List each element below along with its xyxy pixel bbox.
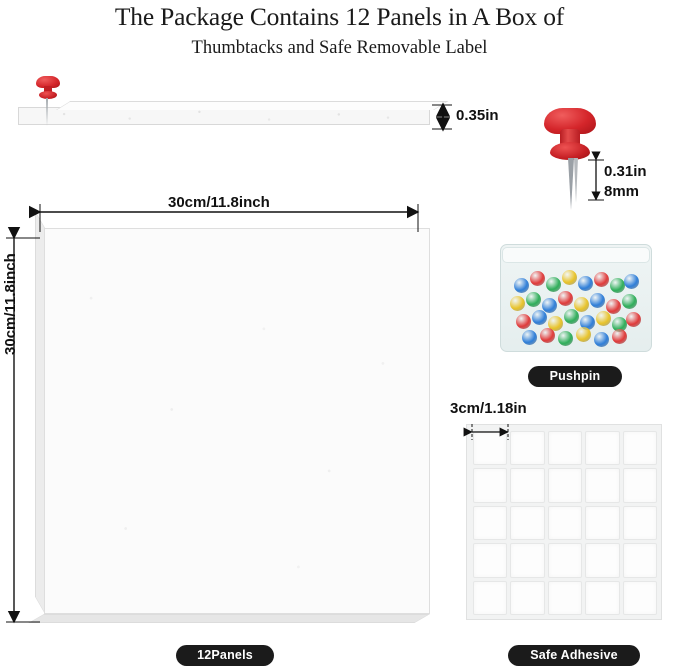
- adhesive-square: [473, 468, 507, 502]
- mini-pushpin-icon: [516, 314, 531, 329]
- mini-pushpin-icon: [546, 277, 561, 292]
- panels-caption-badge: 12Panels: [176, 645, 274, 666]
- mini-pushpin-icon: [558, 291, 573, 306]
- adhesive-square: [473, 431, 507, 465]
- mini-pushpin-icon: [596, 311, 611, 326]
- mini-pushpin-icon: [626, 312, 641, 327]
- panel-width-dimension-label: 30cm/11.8inch: [168, 194, 270, 211]
- mini-pushpin-icon: [576, 327, 591, 342]
- adhesive-square: [548, 543, 582, 577]
- mini-pushpin-icon: [510, 296, 525, 311]
- adhesive-square-grid: [473, 431, 657, 615]
- mini-pushpin-icon: [514, 278, 529, 293]
- adhesive-square: [623, 543, 657, 577]
- adhesive-square: [585, 581, 619, 615]
- adhesive-size-label: 3cm/1.18in: [450, 400, 527, 417]
- panel-texture: [19, 108, 429, 124]
- panel-bottom-edge: [28, 614, 430, 623]
- adhesive-square: [623, 506, 657, 540]
- mini-pushpin-icon: [610, 278, 625, 293]
- adhesive-square: [510, 431, 544, 465]
- mini-pushpin-icon: [558, 331, 573, 346]
- panel-height-dimension-label: 30cm/11.8inch: [2, 253, 19, 355]
- mini-pushpin-icon: [564, 309, 579, 324]
- mini-pushpin-icon: [594, 332, 609, 347]
- adhesive-square: [473, 506, 507, 540]
- pushpin-caption-badge: Pushpin: [528, 366, 622, 387]
- mini-pushpin-icon: [562, 270, 577, 285]
- panel-front-face: [44, 228, 430, 614]
- mini-pushpin-icon: [532, 310, 547, 325]
- pushpin-in-panel-icon: [28, 76, 68, 131]
- thickness-dimension-label: 0.35in: [456, 107, 499, 124]
- mini-pushpin-icon: [612, 329, 627, 344]
- adhesive-square: [585, 506, 619, 540]
- adhesive-square: [548, 431, 582, 465]
- mini-pushpin-icon: [540, 328, 555, 343]
- adhesive-square: [548, 506, 582, 540]
- adhesive-square: [623, 468, 657, 502]
- mini-pushpin-icon: [522, 330, 537, 345]
- adhesive-square: [585, 431, 619, 465]
- adhesive-square: [585, 543, 619, 577]
- mini-pushpin-icon: [622, 294, 637, 309]
- adhesive-square: [510, 506, 544, 540]
- mini-pushpin-icon: [590, 293, 605, 308]
- panel-side-view: [18, 101, 430, 130]
- mini-pushpin-icon: [526, 292, 541, 307]
- pin-length-mm-label: 8mm: [604, 183, 640, 200]
- pushpin-box-lid: [502, 247, 650, 263]
- adhesive-square: [510, 543, 544, 577]
- mini-pushpin-icon: [530, 271, 545, 286]
- page-subtitle: Thumbtacks and Safe Removable Label: [191, 38, 488, 58]
- adhesive-square: [473, 581, 507, 615]
- pushpin-box-icon: [500, 244, 652, 352]
- adhesive-square: [548, 581, 582, 615]
- adhesive-square: [473, 543, 507, 577]
- adhesive-square: [510, 468, 544, 502]
- adhesive-square: [548, 468, 582, 502]
- adhesive-square: [623, 581, 657, 615]
- adhesive-sheet-icon: [466, 424, 662, 620]
- adhesive-square: [585, 468, 619, 502]
- pushpin-needle-secondary: [574, 158, 578, 203]
- adhesive-square: [510, 581, 544, 615]
- mini-pushpin-icon: [594, 272, 609, 287]
- mini-pushpin-icon: [624, 274, 639, 289]
- pin-length-inch-label: 0.31in: [604, 163, 647, 180]
- mini-pushpin-icon: [578, 276, 593, 291]
- adhesive-caption-badge: Safe Adhesive: [508, 645, 640, 666]
- page-title: The Package Contains 12 Panels in A Box of: [114, 2, 565, 31]
- adhesive-square: [623, 431, 657, 465]
- acoustic-panel-icon: [35, 228, 430, 623]
